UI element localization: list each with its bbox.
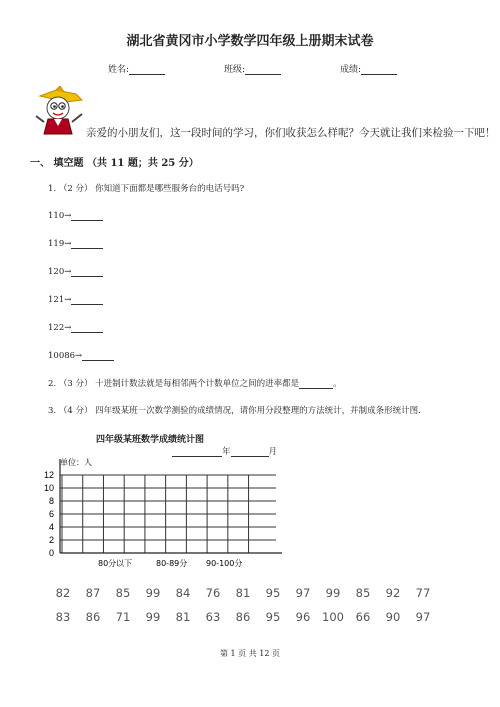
question-text: 四年级某班一次数学测验的成绩情况，请你用分段整理的方法统计，并制成条形统计图. bbox=[95, 406, 421, 416]
score-value: 81 bbox=[175, 610, 191, 624]
section-heading: 一、 填空题 （共 11 题；共 25 分） bbox=[30, 158, 199, 169]
score-value: 99 bbox=[145, 610, 161, 624]
scores-row-1 bbox=[48, 586, 438, 600]
score-value: 95 bbox=[265, 586, 281, 600]
question-text: 十进制计数法就是每相邻两个计数单位之间的进率都是 bbox=[95, 379, 300, 389]
score-value: 85 bbox=[355, 586, 371, 600]
answer-line-110[interactable] bbox=[48, 210, 103, 221]
question-points: （3 分） bbox=[58, 379, 93, 389]
question-number: 1. bbox=[48, 184, 57, 194]
score-label: 成绩: bbox=[340, 65, 362, 75]
score-value: 77 bbox=[415, 586, 431, 600]
answer-label: 119→ bbox=[48, 239, 72, 249]
name-field[interactable] bbox=[108, 62, 165, 75]
y-tick-label: 0 bbox=[48, 548, 54, 558]
y-tick-label: 2 bbox=[48, 535, 54, 545]
scores-row-2 bbox=[48, 610, 438, 624]
x-tick-label: 90-100分 bbox=[206, 559, 243, 568]
y-tick-label: 6 bbox=[48, 509, 54, 519]
mascot-icon bbox=[34, 86, 86, 136]
class-field[interactable] bbox=[224, 62, 281, 75]
y-tick-label: 10 bbox=[43, 483, 54, 493]
question-end: 。 bbox=[333, 379, 342, 389]
score-value: 99 bbox=[145, 586, 161, 600]
answer-label: 120→ bbox=[48, 267, 72, 277]
score-value: 97 bbox=[415, 610, 431, 624]
greeting-text: 亲爱的小朋友们，这一段时间的学习，你们收获怎么样呢？今天就让我们来检验一下吧！ bbox=[86, 127, 496, 139]
score-value: 84 bbox=[175, 586, 191, 600]
answer-label: 10086→ bbox=[48, 351, 83, 361]
score-value: 85 bbox=[115, 586, 131, 600]
x-tick-label: 80分以下 bbox=[98, 559, 133, 568]
bar-chart bbox=[28, 455, 288, 575]
score-value: 71 bbox=[115, 610, 131, 624]
score-value: 83 bbox=[55, 610, 71, 624]
answer-label: 122→ bbox=[48, 323, 72, 333]
score-value: 63 bbox=[205, 610, 221, 624]
question-2 bbox=[48, 377, 342, 389]
score-value: 81 bbox=[235, 586, 251, 600]
score-field[interactable] bbox=[340, 62, 397, 75]
question-text: 你知道下面都是哪些服务台的电话号吗? bbox=[95, 184, 245, 194]
score-value: 92 bbox=[385, 586, 401, 600]
answer-label: 121→ bbox=[48, 295, 72, 305]
answer-line-122[interactable] bbox=[48, 322, 103, 333]
score-value: 66 bbox=[355, 610, 371, 624]
question-3 bbox=[48, 404, 421, 416]
x-tick-label: 80-89分 bbox=[156, 559, 188, 568]
score-value: 97 bbox=[295, 586, 311, 600]
month-label: 月 bbox=[268, 447, 278, 457]
answer-label: 110→ bbox=[48, 211, 72, 221]
score-value: 100 bbox=[322, 610, 344, 624]
score-value: 95 bbox=[265, 610, 281, 624]
score-value: 86 bbox=[235, 610, 251, 624]
y-tick-label: 12 bbox=[43, 470, 54, 480]
answer-line-10086[interactable] bbox=[48, 350, 114, 361]
chart-unit-label: 单位：人 bbox=[60, 458, 92, 467]
name-label: 姓名: bbox=[108, 65, 130, 75]
answer-line-119[interactable] bbox=[48, 238, 103, 249]
answer-line-120[interactable] bbox=[48, 266, 103, 277]
question-number: 2. bbox=[48, 379, 57, 389]
question-points: （4 分） bbox=[58, 406, 93, 416]
year-label: 年 bbox=[222, 447, 231, 457]
chart-title: 四年级某班数学成绩统计图 bbox=[96, 435, 205, 445]
score-value: 96 bbox=[295, 610, 311, 624]
question-1 bbox=[48, 182, 244, 194]
page-footer: 第 1 页 共 12 页 bbox=[220, 649, 280, 658]
score-value: 86 bbox=[85, 610, 101, 624]
score-value: 99 bbox=[325, 586, 341, 600]
score-value: 82 bbox=[55, 586, 71, 600]
class-label: 班级: bbox=[224, 65, 246, 75]
score-value: 90 bbox=[385, 610, 401, 624]
y-tick-label: 8 bbox=[48, 496, 54, 506]
score-value: 76 bbox=[205, 586, 221, 600]
page-title: 湖北省黄冈市小学数学四年级上册期末试卷 bbox=[126, 34, 374, 49]
y-tick-label: 4 bbox=[48, 522, 54, 532]
answer-blank[interactable] bbox=[299, 378, 333, 389]
score-value: 87 bbox=[85, 586, 101, 600]
question-points: （2 分） bbox=[58, 184, 93, 194]
answer-line-121[interactable] bbox=[48, 294, 103, 305]
question-number: 3. bbox=[48, 406, 57, 416]
